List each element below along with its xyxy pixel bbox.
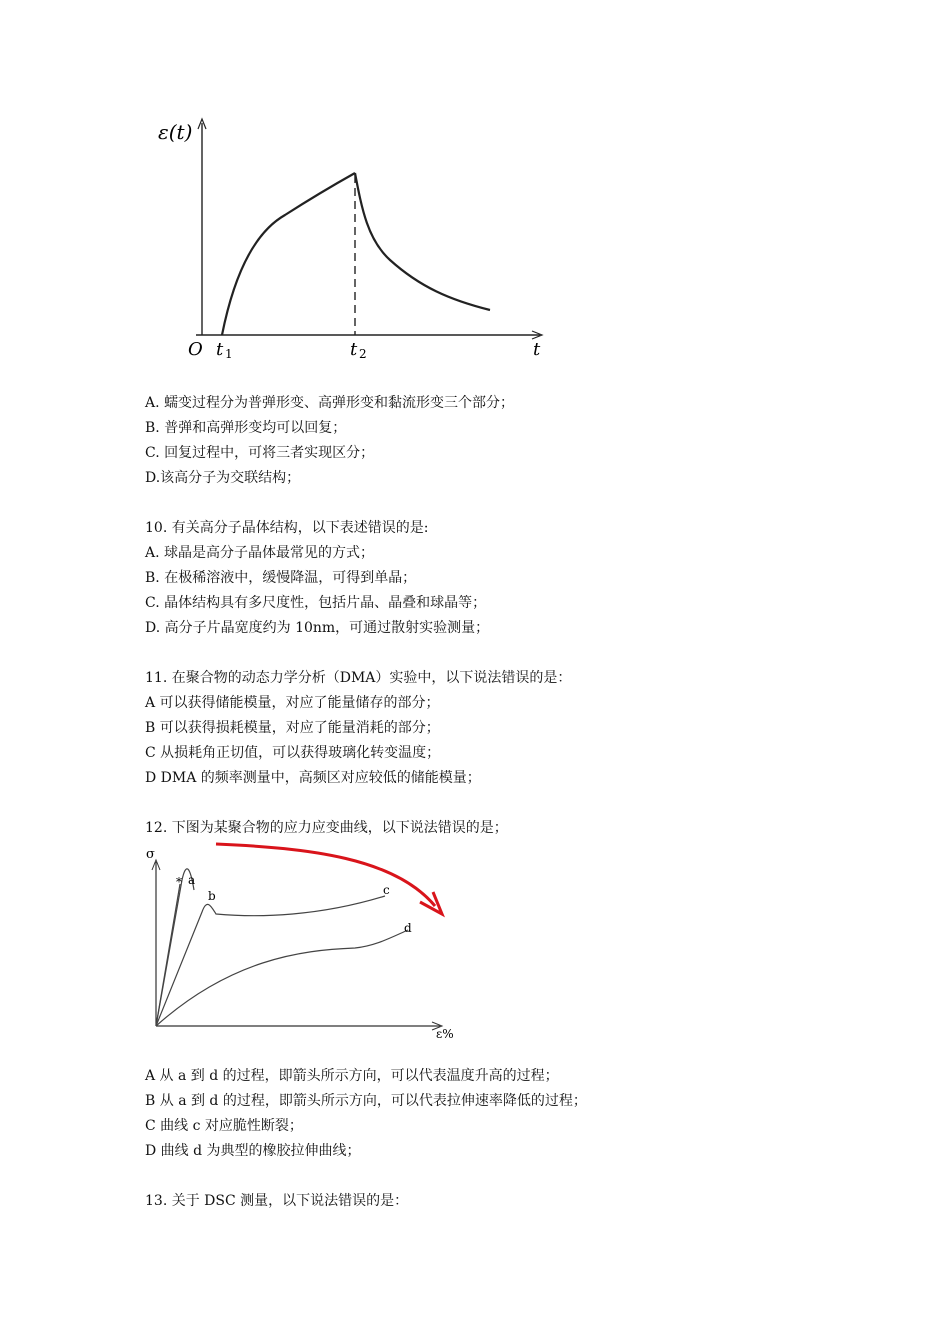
q13-stem: 13. 关于 DSC 测量，以下说法错误的是： [145, 1193, 409, 1209]
x-axis-label: t [533, 339, 541, 360]
t1-subscript: 1 [225, 347, 233, 361]
q10-option-c: C. 晶体结构具有多尺度性，包括片晶、晶叠和球晶等； [145, 595, 487, 611]
t2-subscript: 2 [359, 347, 367, 361]
recovery-curve [355, 173, 490, 310]
q9-option-a: A. 蠕变过程分为普弹形变、高弹形变和黏流形变三个部分； [145, 395, 515, 411]
q9-option-c: C. 回复过程中，可将三者实现区分； [145, 445, 375, 461]
q10-stem: 10. 有关高分子晶体结构，以下表述错误的是: [145, 520, 429, 536]
y-axis-label: ε(t) [158, 120, 193, 144]
creep-recovery-figure [158, 115, 580, 365]
q10-option-d: D. 高分子片晶宽度约为 10nm，可通过散射实验测量； [145, 620, 490, 636]
stress-strain-figure [140, 840, 480, 1040]
q11-option-b: B 可以获得损耗模量，对应了能量消耗的部分； [145, 720, 440, 736]
origin-label: O [188, 339, 203, 360]
x-axis [196, 331, 542, 339]
break-mark: * [176, 875, 182, 889]
curve-c-label: c [383, 883, 390, 897]
q10-option-a: A. 球晶是高分子晶体最常见的方式； [145, 545, 375, 561]
q12-option-c: C 曲线 c 对应脆性断裂； [145, 1118, 303, 1134]
t2-label: t [350, 339, 358, 360]
q10-option-b: B. 在极稀溶液中，缓慢降温，可得到单晶； [145, 570, 417, 586]
q11-option-d: D DMA 的频率测量中，高频区对应较低的储能模量； [145, 770, 481, 786]
t1-label: t [216, 339, 224, 360]
creep-curve [222, 173, 355, 335]
curve-d-label: d [404, 921, 412, 935]
q12-stem: 12. 下图为某聚合物的应力应变曲线，以下说法错误的是； [145, 820, 508, 836]
strain-axis [156, 1022, 442, 1030]
q11-option-c: C 从损耗角正切值，可以获得玻璃化转变温度； [145, 745, 441, 761]
q11-stem: 11. 在聚合物的动态力学分析（DMA）实验中，以下说法错误的是： [145, 670, 572, 686]
q9-option-b: B. 普弹和高弹形变均可以回复； [145, 420, 347, 436]
direction-arrow-line [216, 844, 435, 906]
q11-option-a: A 可以获得储能模量，对应了能量储存的部分； [145, 695, 440, 711]
sigma-label: σ [146, 847, 155, 862]
strain-label: ε% [436, 1027, 454, 1041]
q12-option-b: B 从 a 到 d 的过程，即箭头所示方向，可以代表拉伸速率降低的过程； [145, 1093, 587, 1109]
curve-d [156, 930, 408, 1026]
q12-option-a: A 从 a 到 d 的过程，即箭头所示方向，可以代表温度升高的过程； [145, 1068, 559, 1084]
q9-option-d: D.该高分子为交联结构； [145, 470, 301, 486]
y-axis [198, 119, 206, 335]
sigma-axis [152, 860, 160, 1026]
curve-a-label: a [188, 873, 196, 887]
curve-b-label: b [208, 889, 216, 903]
q12-option-d: D 曲线 d 为典型的橡胶拉伸曲线； [145, 1143, 361, 1159]
